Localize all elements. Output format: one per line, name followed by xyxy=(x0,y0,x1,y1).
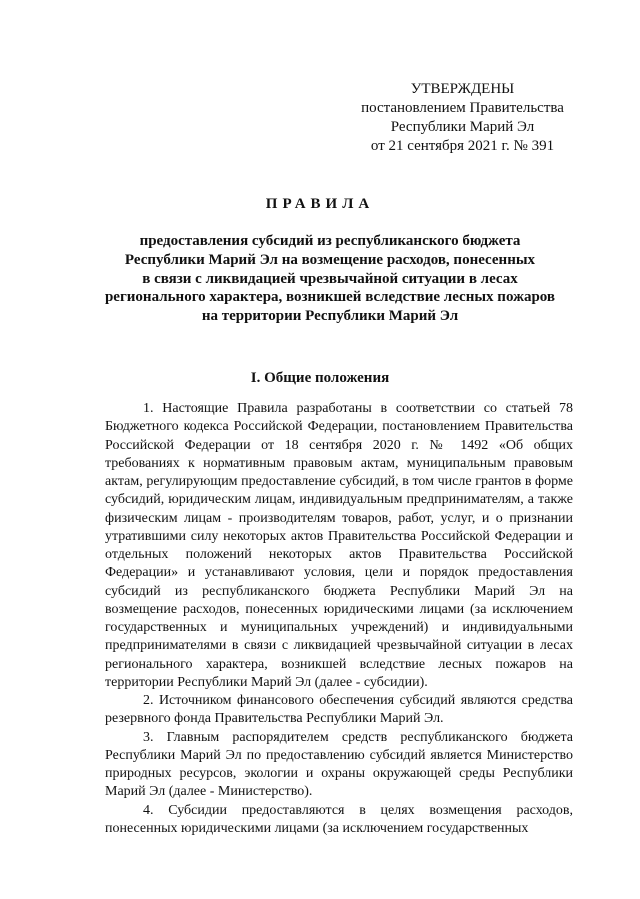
document-title: ПРАВИЛА xyxy=(265,196,375,212)
paragraph: 3. Главным распорядителем средств республиканского бюджета Республики Марий Эл по предоставлению субсидий является Министерство природных ресурсов, экологии и охраны окружающей среды Республики Марий Эл (далее - Министерство). xyxy=(105,729,573,800)
paragraph: 2. Источником финансового обеспечения субсидий являются средства резервного фонда Правительства Республики Марий Эл. xyxy=(105,693,573,727)
approval-block xyxy=(340,80,585,156)
subtitle-line: на территории Республики Марий Эл xyxy=(201,308,459,325)
approval-line: постановлением Правительства xyxy=(361,100,564,116)
approval-date: от 21 сентября 2021 г. № 391 xyxy=(370,138,555,154)
document-body xyxy=(105,400,573,838)
subtitle-line: предоставления субсидий из республиканского бюджета xyxy=(139,233,521,249)
subtitle-line: Республики Марий Эл на возмещение расходов, понесенных xyxy=(124,251,536,268)
approval-heading: УТВЕРЖДЕНЫ xyxy=(410,81,515,97)
document-subtitle xyxy=(80,232,580,326)
subtitle-line: в связи с ликвидацией чрезвычайной ситуации в лесах xyxy=(142,270,518,287)
subtitle-line: регионального характера, возникшей вследствие лесных пожаров xyxy=(104,289,556,306)
approval-line: Республики Марий Эл xyxy=(390,119,535,135)
paragraph: 4. Субсидии предоставляются в целях возмещения расходов, понесенных юридическими лицами (за исключением государственных xyxy=(105,802,573,836)
section-heading: I. Общие положения xyxy=(250,370,390,386)
paragraph: 1. Настоящие Правила разработаны в соответствии со статьей 78 Бюджетного кодекса Российской Федерации, постановлением Правительства Российской Федерации от 18 сентября 2020 г. № 1492 «Об общих требованиях к нормативным правовым актам, муниципальным правовым актам, регулирующим предоставление субсидий, в том числе грантов в форме субсидий, юридическим лицам, индивидуальным предпринимателям, а также физическим лицам - производителям товаров, работ, услуг, и о признании утратившими силу некоторых актов Правительства Российской Федерации и отдельных положений некоторых актов Правительства Российской Федерации» и устанавливают условия, цели и порядок предоставления субсидий из республиканского бюджета Республики Марий Эл на возмещение расходов, понесенных юридическими лицами (за исключением государственных и муниципальных учреждений) и индивидуальными предпринимателями в связи с ликвидацией чрезвычайной ситуации в лесах регионального характера, возникшей вследствие лесных пожаров на территории Республики Марий Эл (далее - субсидии). xyxy=(105,401,573,690)
